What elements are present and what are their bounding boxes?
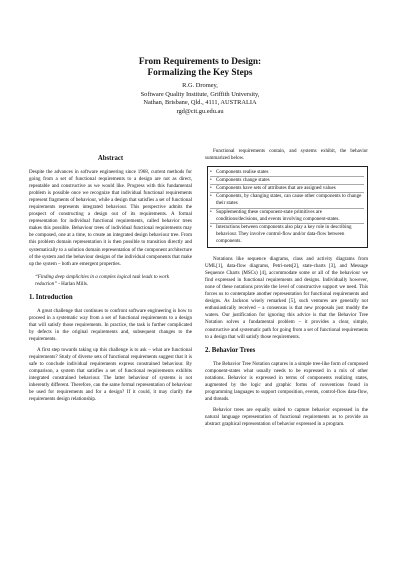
abstract-heading: Abstract (97, 155, 124, 162)
behavior-trees-paragraph-2: Behavior trees are equally suited to capture behavior expressed in the natural language representation of functional requirements as to provide an abstract graphical representation of behavior expressed in a program. (205, 406, 368, 427)
bullet-icon: • (210, 170, 212, 176)
behavior-bullet: • Supplementing these component-state primitives are conditions/decisions, and events involving component-states. (210, 208, 364, 223)
paper-header (0, 57, 400, 116)
behavior-bullet: • Components, by changing states, can cause other components to change their states (210, 192, 364, 207)
author-address: Nathan, Brisbane, Qld., 4111, AUSTRALIA (143, 99, 257, 107)
behavior-bullet: • Components realise states (210, 169, 269, 176)
notations-paragraph: Notations like sequence diagrams, class and activity diagrams from UML[1], data-flow diagrams, Petri-nets[2], state-charts [3], and Message Sequence Charts (MSCs) [4], accommodate some or all of the behaviour we find expressed in functional requirements and designs. Individually however, none of these notations provide the level of constructive support we need. This forces us to contemplate another representation for functional requirements and designs. As Jackson wisely remarked [5], such ventures are generally not enthusiastically received – a consensus is that new proposals just muddy the waters. Our justification for ignoring this advice is that the Behavior Tree Notation solves a fundamental problem – it provides a clear, simple, constructive and systematic path for going from a set of functional requirements to a design that will satisfy those requirements. (205, 256, 368, 340)
behavior-summary-box (207, 166, 368, 248)
behavior-summary-list (210, 169, 364, 245)
bullet-icon: • (210, 224, 212, 230)
behavior-bullet: • Components have sets of attributes that are assigned values (210, 184, 364, 192)
author-email: rgd@cit.gu.edu.au (176, 107, 224, 115)
author-name: R.G. Dromey, (182, 82, 218, 89)
section-heading-introduction: 1. Introduction (29, 293, 73, 301)
behavior-bullet: • Components change states (210, 176, 364, 184)
left-column (29, 148, 192, 407)
intro-paragraph-2: A first step towards taking up this challenge is to ask – what are functional requirements? Study of diverse sets of functional requirements suggest that it is safe to conclude individual requirements express constrained behaviour. By comparison, a system that satisfies a set of functional requirements exhibits integrated constrained behaviour. The latter behaviour of systems is not inherently different. Therefore, can the same formal representation of behaviour be used for requirements and for a design? If it could, it may clarify the requirements design relationship. (29, 346, 192, 403)
author-affiliation: Software Quality Institute, Griffith University, (140, 90, 260, 98)
bullet-icon: • (210, 178, 212, 184)
behavior-trees-paragraph-1: The Behavior Tree Notation captures in a simple tree-like form of composed component-states what usually needs to be expressed in a mix of other notations. Behavior is expressed in terms of components realizing states, augmented by the logic and graphic forms of conventions found in programming languages to support composition, events, control-flow data-flow, and threads. (205, 360, 368, 402)
epigraph-quote (35, 274, 192, 288)
right-column (205, 148, 368, 432)
intro-paragraph-1: A great challenge that continues to confront software engineering is how to proceed in a systematic way from a set of functional requirements to a design that will satisfy those requirements. In practice, the task is further complicated by defects in the original requirements and, subsequent changes to the requirements. (29, 307, 192, 342)
paper-title-line-1: From Requirements to Design: (138, 57, 262, 67)
behavior-bullet: • Interactions between components also play a key role in describing behaviour. They involve control-flow and/or data-flow between components. (210, 223, 364, 245)
paper-title-line-2: Formalizing the Key Steps (147, 68, 253, 78)
bullet-icon: • (210, 194, 212, 200)
bullet-icon: • (210, 209, 212, 215)
bullet-icon: • (210, 186, 212, 192)
abstract-paragraph: Despite the advances in software engineering since 1968, current methods for going from a set of functional requirements to a design are not as direct, repeatable and constructive as we would like. Progress with this fundamental problem is possible once we recognize that individual functional requirements represent fragments of behaviour, while a design that satisfies a set of functional requirements represents integrated behaviour. This perspective admits the prospect of constructing a design out of its requirements. A formal representation for individual functional requirements, called behavior trees makes this possible. Behaviour trees of individual functional requirements may be composed, one at a time, to create an integrated design behaviour tree. From this problem domain representation it is then possible to transition directly and systematically to a solution domain representation of the component architecture of the system and the behaviour designs of the individual components that make up the system – both are emergent properties. (29, 169, 192, 267)
behavior-summary-intro: Functional requirements contain, and systems exhibit, the behavior summarized below. (205, 148, 368, 162)
section-heading-behavior-trees: 2. Behavior Trees (205, 346, 256, 354)
epigraph-text: “Finding deep simplicities in a complex logical task leads to work reduction” (35, 273, 170, 287)
epigraph-attribution: - Harlan Mills. (58, 280, 89, 287)
